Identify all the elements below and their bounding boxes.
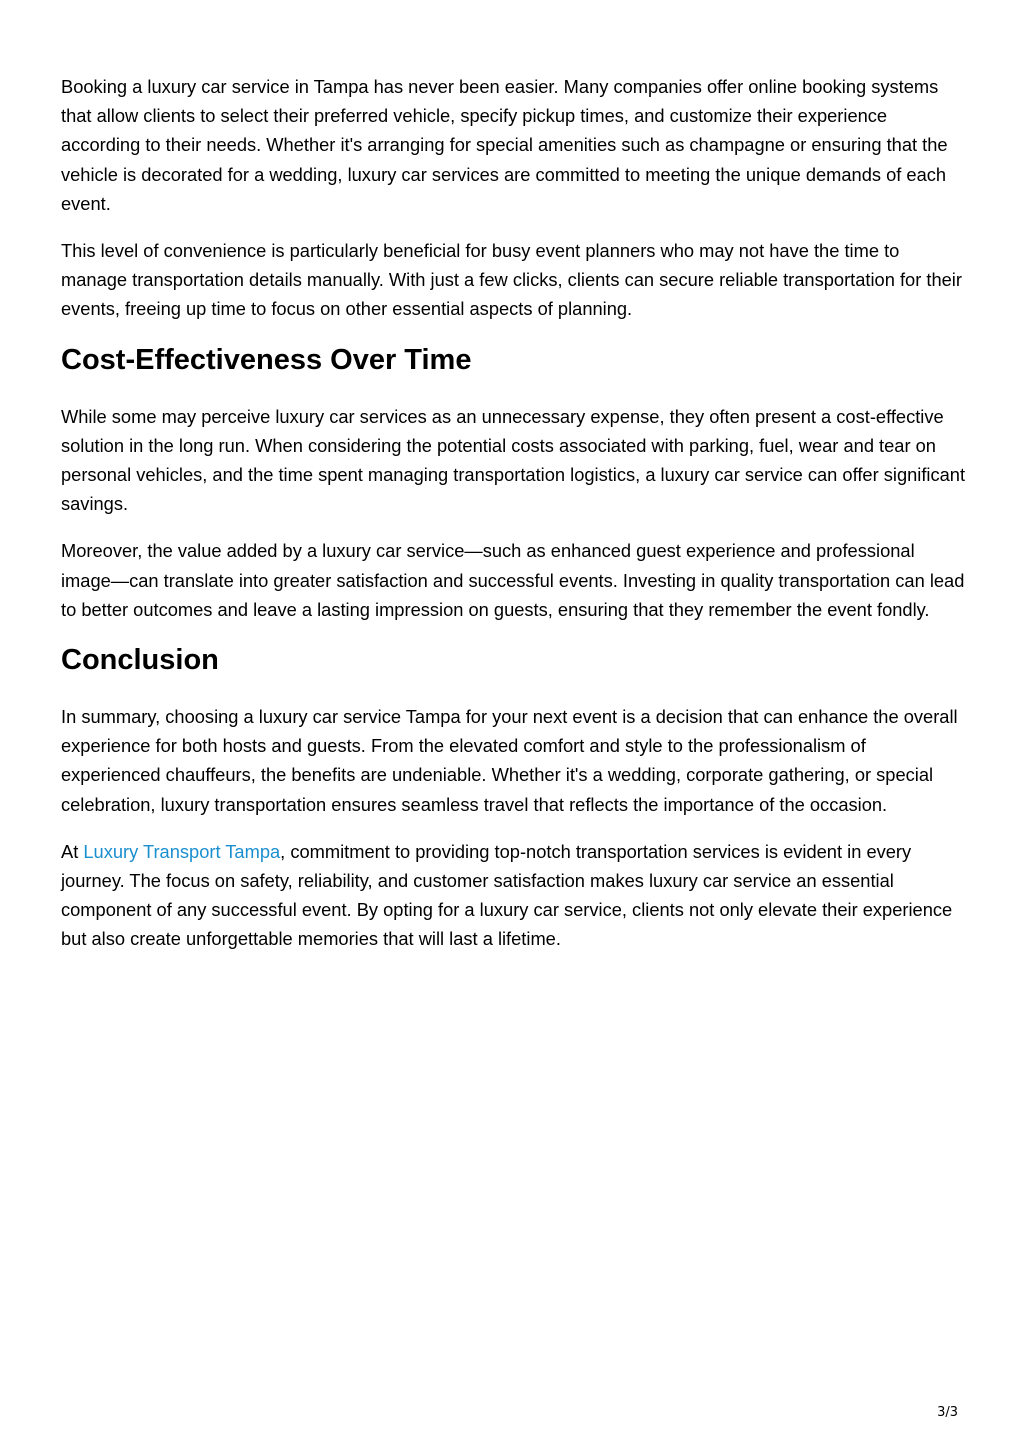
paragraph-cost-1: While some may perceive luxury car services as an unnecessary expense, they often present a cost-effective solution in the long run. When considering the potential costs associated with parking, fuel, wear and tear on personal vehicles, and the time spent managing transportation logistics, a luxury car service can offer significant savings.	[61, 405, 966, 515]
paragraph-conclusion-2	[61, 837, 967, 954]
paragraph-conclusion-1: In summary, choosing a luxury car service Tampa for your next event is a decision that can enhance the overall experience for both hosts and guests. From the elevated comfort and style to the professionalism of experienced chauffeurs, the benefits are undeniable. Whether it's a wedding, corporate gathering, or special celebration, luxury transportation ensures seamless travel that reflects the importance of the occasion.	[61, 706, 958, 815]
luxury-transport-tampa-link[interactable]: Luxury Transport Tampa	[83, 840, 281, 862]
heading-conclusion: Conclusion	[61, 644, 219, 677]
paragraph-conclusion-2-prefix: At	[61, 840, 84, 862]
page-number: 3/3	[937, 1405, 958, 1420]
paragraph-cost-2: Moreover, the value added by a luxury car service—such as enhanced guest experience and professional image—can translate into greater satisfaction and successful events. Investing in quality transportation can lead to better outcomes and leave a lasting impression on guests, ensuring that they remember the event fondly.	[61, 540, 965, 620]
paragraph-convenience: This level of convenience is particularly beneficial for busy event planners who may not have the time to manage transportation details manually. With just a few clicks, clients can secure reliable transportation for their events, freeing up time to focus on other essential aspects of planning.	[61, 240, 962, 320]
document-body	[61, 72, 967, 972]
paragraph-conclusion-2-suffix: , commitment to providing top-notch transportation services is evident in every journey. The focus on safety, reliability, and customer satisfaction makes luxury car service an essential component of any successful event. By opting for a luxury car service, clients not only elevate their experience but also create unforgettable memories that will last a lifetime.	[61, 840, 953, 950]
heading-cost-effectiveness: Cost-Effectiveness Over Time	[61, 343, 472, 376]
paragraph-booking: Booking a luxury car service in Tampa has never been easier. Many companies offer online booking systems that allow clients to select their preferred vehicle, specify pickup times, and customize their experience according to their needs. Whether it's arranging for special amenities such as champagne or ensuring that the vehicle is decorated for a wedding, luxury car services are committed to meeting the unique demands of each event.	[61, 76, 948, 214]
